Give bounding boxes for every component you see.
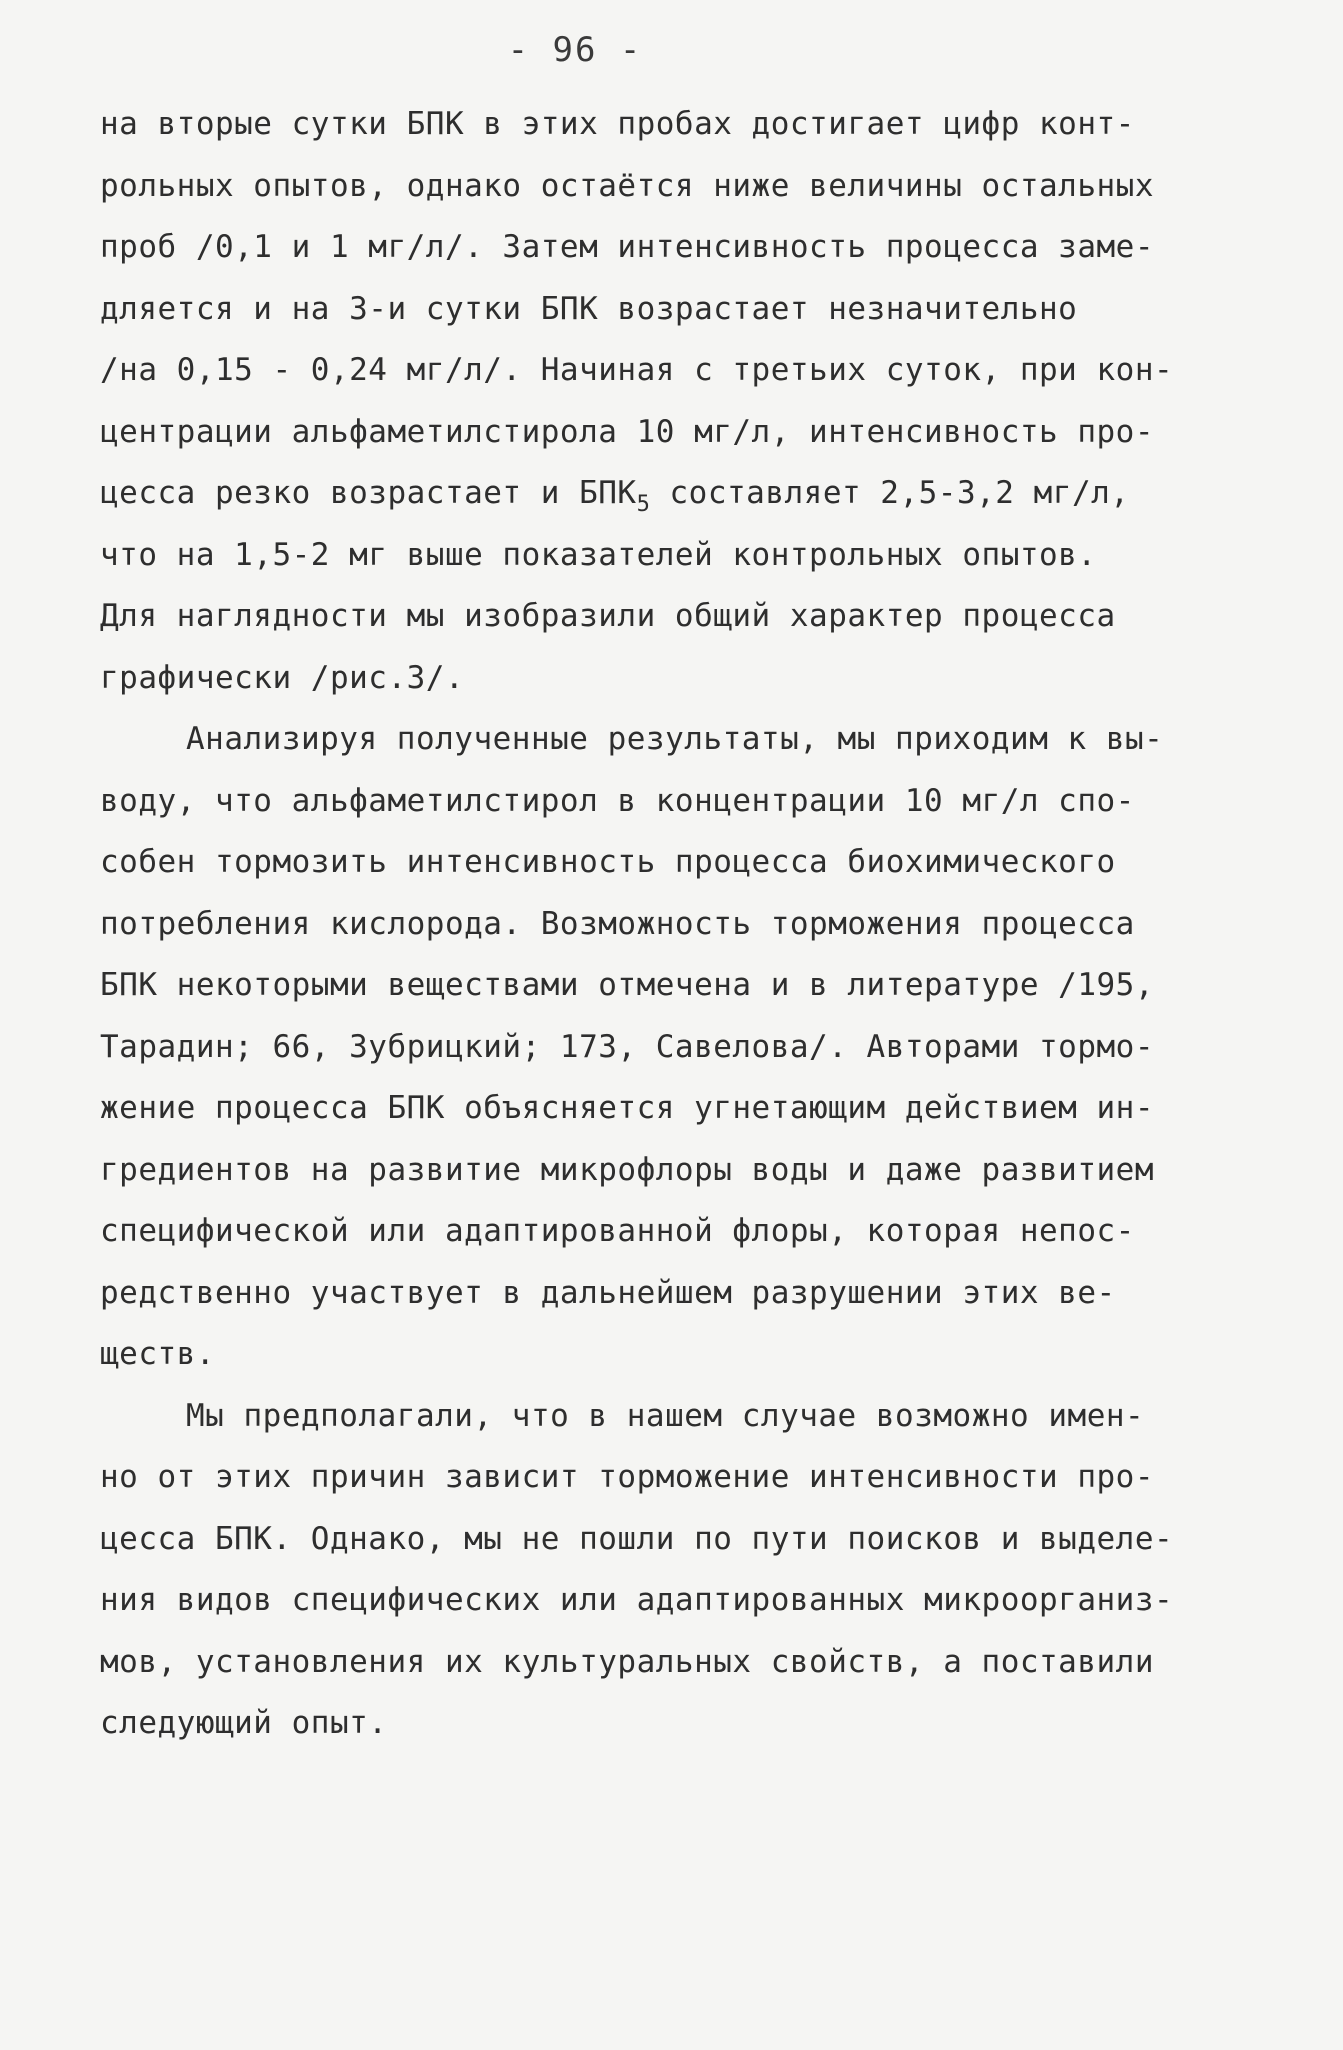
text-line: ния видов специфических или адаптированных микроорганиз-: [100, 1582, 1174, 1618]
text-line: Для наглядности мы изобразили общий характер процесса: [100, 598, 1116, 634]
subscript: 5: [636, 492, 651, 517]
text-line: гредиентов на развитие микрофлоры воды и даже развитием: [100, 1151, 1154, 1188]
text-line: мов, установления их культуральных свойств, а поставили: [100, 1643, 1154, 1680]
text-line: БПК некоторыми веществами отмечена и в литературе /195,: [100, 967, 1154, 1003]
page-number: - 96 -: [507, 30, 643, 70]
text-line: жение процесса БПК объясняется угнетающим действием ин-: [100, 1090, 1154, 1126]
text-line: /на 0,15 - 0,24 мг/л/. Начиная с третьих суток, при кон-: [100, 352, 1174, 388]
text-line: но от этих причин зависит торможение интенсивности про-: [100, 1459, 1154, 1495]
text-line: собен тормозить интенсивность процесса биохимического: [100, 844, 1116, 880]
text-line: на вторые сутки БПК в этих пробах достигает цифр конт-: [100, 106, 1135, 142]
text-line: графически /рис.3/.: [100, 659, 465, 696]
text-line: специфической или адаптированной флоры, которая непос-: [100, 1213, 1135, 1249]
text-line: Мы предполагали, что в нашем случае возможно имен-: [186, 1397, 1145, 1434]
text-line: [100, 463, 1260, 525]
text-line: редственно участвует в дальнейшем разрушении этих ве-: [100, 1274, 1116, 1311]
text-line: следующий опыт.: [100, 1705, 388, 1741]
text-line: цесса БПК. Однако, мы не пошли по пути поисков и выделе-: [100, 1520, 1174, 1557]
paragraph-3: [100, 1386, 1260, 1755]
text-line: Тарадин; 66, Зубрицкий; 173, Савелова/. Авторами тормо-: [100, 1028, 1154, 1065]
body-text: [100, 94, 1260, 1755]
paragraph-1: [100, 94, 1260, 709]
text-line: дляется и на 3-и сутки БПК возрастает незначительно: [100, 290, 1078, 327]
text-line: потребления кислорода. Возможность торможения процесса: [100, 905, 1135, 942]
text-line: рольных опытов, однако остаётся ниже величины остальных: [100, 167, 1154, 204]
text-line: что на 1,5-2 мг выше показателей контрольных опытов.: [100, 536, 1097, 573]
text-line: воду, что альфаметилстирол в концентрации 10 мг/л спо-: [100, 782, 1135, 819]
text-line: центрации альфаметилстирола 10 мг/л, интенсивность про-: [100, 413, 1154, 450]
text-line: проб /0,1 и 1 мг/л/. Затем интенсивность процесса заме-: [100, 229, 1154, 265]
text-line: Анализируя полученные результаты, мы приходим к вы-: [186, 721, 1164, 757]
paragraph-2: [100, 709, 1260, 1386]
text-line: ществ.: [100, 1336, 215, 1372]
text-fragment: цесса резко возрастает и БПК: [100, 475, 637, 511]
text-fragment: составляет 2,5-3,2 мг/л,: [650, 475, 1130, 511]
